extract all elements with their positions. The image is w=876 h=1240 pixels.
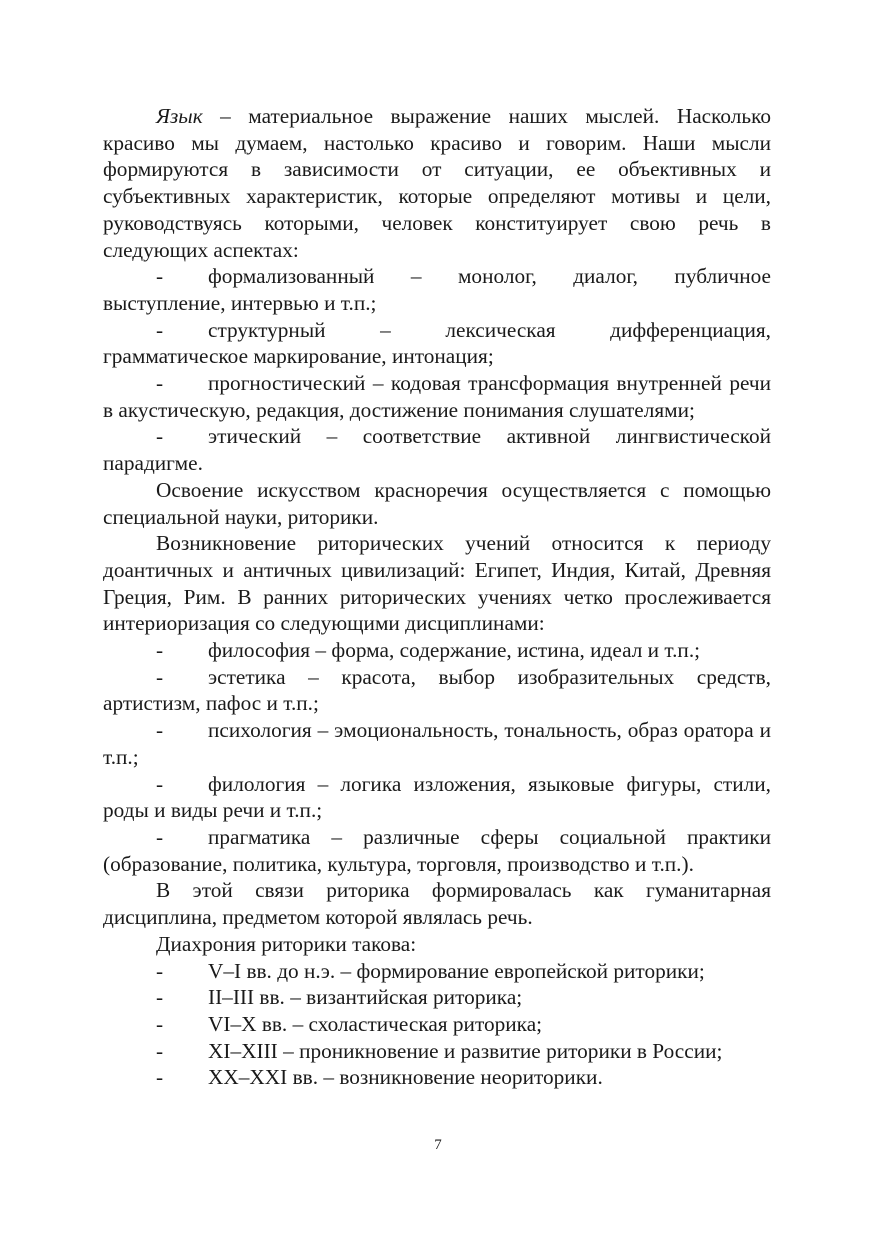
bullet-dash: - <box>156 958 164 983</box>
bullet-dash: - <box>156 824 164 849</box>
paragraph-diachrony: Диахрония риторики такова: <box>156 931 417 956</box>
list-item-discipline: - психология – эмоциональность, тональность, образ оратора и т.п.; <box>103 718 771 769</box>
list-item-period: - XX–XXI вв. – возникновение неориторики. <box>156 1065 603 1090</box>
paragraph-origins: Возникновение риторических учений относится к периоду доантичных и античных цивилизаций: Египет, Индия, Китай, Древняя Греция, Рим. В ранних риторических учениях четко прослеживается интериоризация со следующими дисциплинами: <box>103 531 771 636</box>
paragraph-rhetoric: Освоение искусством красноречия осуществляется с помощью специальной науки, риторики. <box>103 477 771 529</box>
page-number: 7 <box>434 1137 442 1153</box>
list-item-discipline: - филология – логика изложения, языковые фигуры, стили, роды и виды речи и т.п.; <box>103 771 771 823</box>
term-language: Язык <box>156 104 203 128</box>
list-item-period: - II–III вв. – византийская риторика; <box>156 985 523 1010</box>
list-item-period: - XI–XIII – проникновение и развитие риторики в России; <box>156 1038 723 1063</box>
paragraph-humanities: В этой связи риторика формировалась как гуманитарная дисциплина, предметом которой являлась речь. <box>103 878 771 930</box>
bullet-dash: - <box>156 1011 164 1036</box>
bullet-dash: - <box>156 638 164 663</box>
list-item-aspect: - прогностический – кодовая трансформация внутренней речи в акустическую, редакция, достижение понимания слушателями; <box>103 371 771 422</box>
list-item-discipline: - прагматика – различные сферы социальной практики (образование, политика, культура, торговля, производство и т.п.). <box>103 824 771 876</box>
bullet-dash: - <box>156 317 164 342</box>
list-item-aspect: - структурный – лексическая дифференциация, грамматическое маркирование, интонация; <box>103 317 771 369</box>
bullet-dash: - <box>156 985 164 1010</box>
list-item-discipline: - эстетика – красота, выбор изобразительных средств, артистизм, пафос и т.п.; <box>103 664 771 716</box>
bullet-dash: - <box>156 264 164 289</box>
list-item-aspect: - формализованный – монолог, диалог, публичное выступление, интервью и т.п.; <box>103 264 771 315</box>
bullet-dash: - <box>156 771 164 796</box>
intro-text: – материальное выражение наших мыслей. Насколько красиво мы думаем, настолько красиво и говорим. Наши мысли формируются в зависимости от ситуации, ее объективных и субъективных характеристик, которые определяют мотивы и цели, руководствуясь которыми, человек конституирует свою речь в следующих аспектах: <box>103 104 771 262</box>
intro-paragraph <box>103 103 771 263</box>
list-item-period: - V–I вв. до н.э. – формирование европейской риторики; <box>156 958 705 983</box>
bullet-dash: - <box>156 718 164 743</box>
page-content <box>103 103 771 1091</box>
bullet-dash: - <box>156 424 164 449</box>
bullet-dash: - <box>156 664 164 689</box>
bullet-dash: - <box>156 371 164 396</box>
list-item-discipline: - философия – форма, содержание, истина, идеал и т.п.; <box>156 638 701 663</box>
bullet-dash: - <box>156 1038 164 1063</box>
bullet-dash: - <box>156 1065 164 1090</box>
list-item-aspect: - этический – соответствие активной лингвистической парадигме. <box>103 424 771 476</box>
list-item-period: - VI–X вв. – схоластическая риторика; <box>156 1011 543 1036</box>
